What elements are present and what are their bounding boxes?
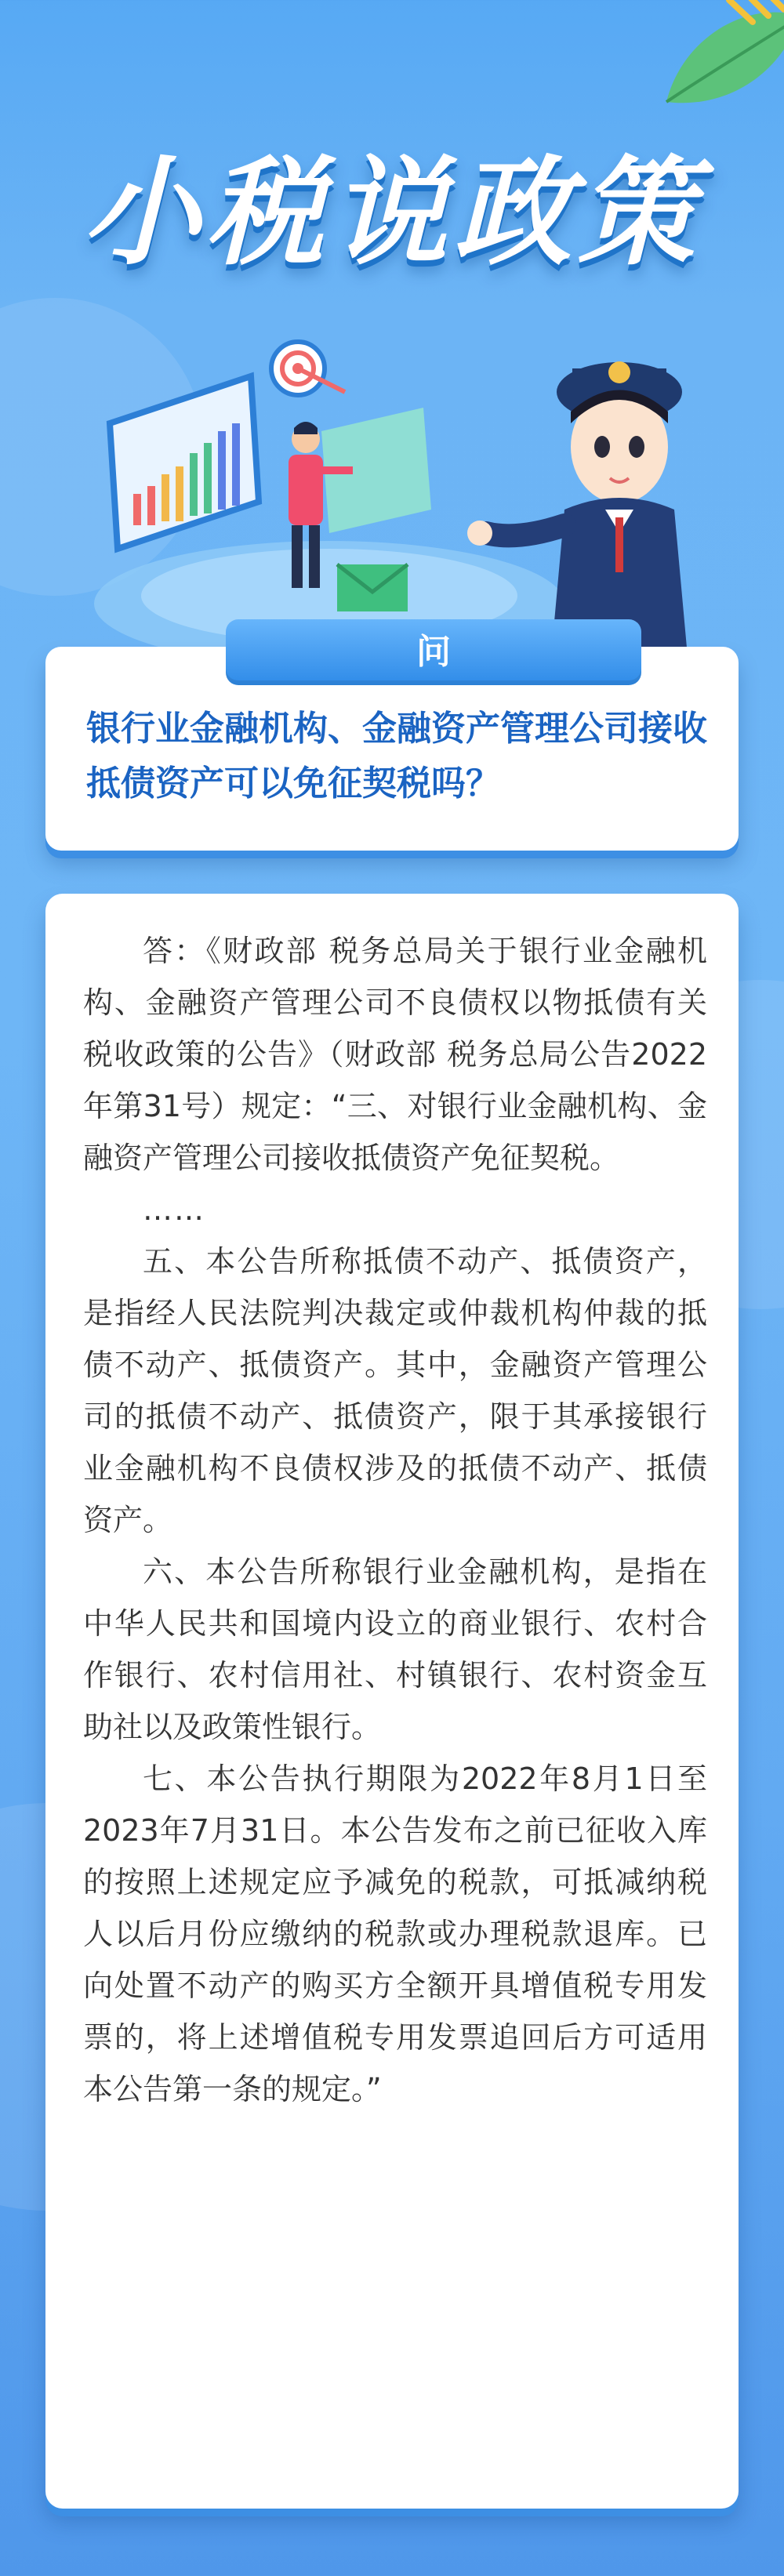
answer-paragraph: 五、本公告所称抵债不动产、抵债资产，是指经人民法院判决裁定或仲裁机构仲裁的抵债不动产、抵债资产。其中，金融资产管理公司的抵债不动产、抵债资产，限于其承接银行业金融机构不良债权涉及的抵债不动产、抵债资产。 (83, 1244, 707, 1537)
answer-body (83, 925, 707, 2115)
answer-card (45, 894, 739, 2509)
answer-paragraph: 答：《财政部 税务总局关于银行业金融机构、金融资产管理公司不良债权以物抵债有关税收政策的公告》（财政部 税务总局公告2022年第31号）规定：“三、对银行业金融机构、金融资产管理公司接收抵债资产免征契税。 (83, 934, 707, 1175)
question-card (45, 632, 739, 851)
page-title: 小税说政策 (82, 145, 702, 281)
envelope-icon (337, 564, 408, 611)
question-text: 银行业金融机构、金融资产管理公司接收抵债资产可以免征契税吗？ (86, 709, 707, 804)
leaf-decoration-icon (635, 0, 784, 118)
bar-chart-board-illustration-icon (110, 376, 259, 549)
answer-paragraph: 六、本公告所称银行业金融机构，是指在中华人民共和国境内设立的商业银行、农村合作银行、农村信用社、村镇银行、农村资金互助社以及政策性银行。 (83, 1555, 707, 1744)
target-icon (271, 342, 345, 395)
question-tab: 问 (226, 619, 641, 685)
answer-ellipsis: …… (143, 1192, 205, 1227)
answer-paragraph: 七、本公告执行期限为2022年8月1日至2023年7月31日。本公告发布之前已征收入库的按照上述规定应予减免的税款，可抵减纳税人以后月份应缴纳的税款或办理税款退库。已向处置不动产的购买方全额开具增值税专用发票的，将上述增值税专用发票追回后方可适用本公告第一条的规定。” (83, 1761, 707, 2106)
